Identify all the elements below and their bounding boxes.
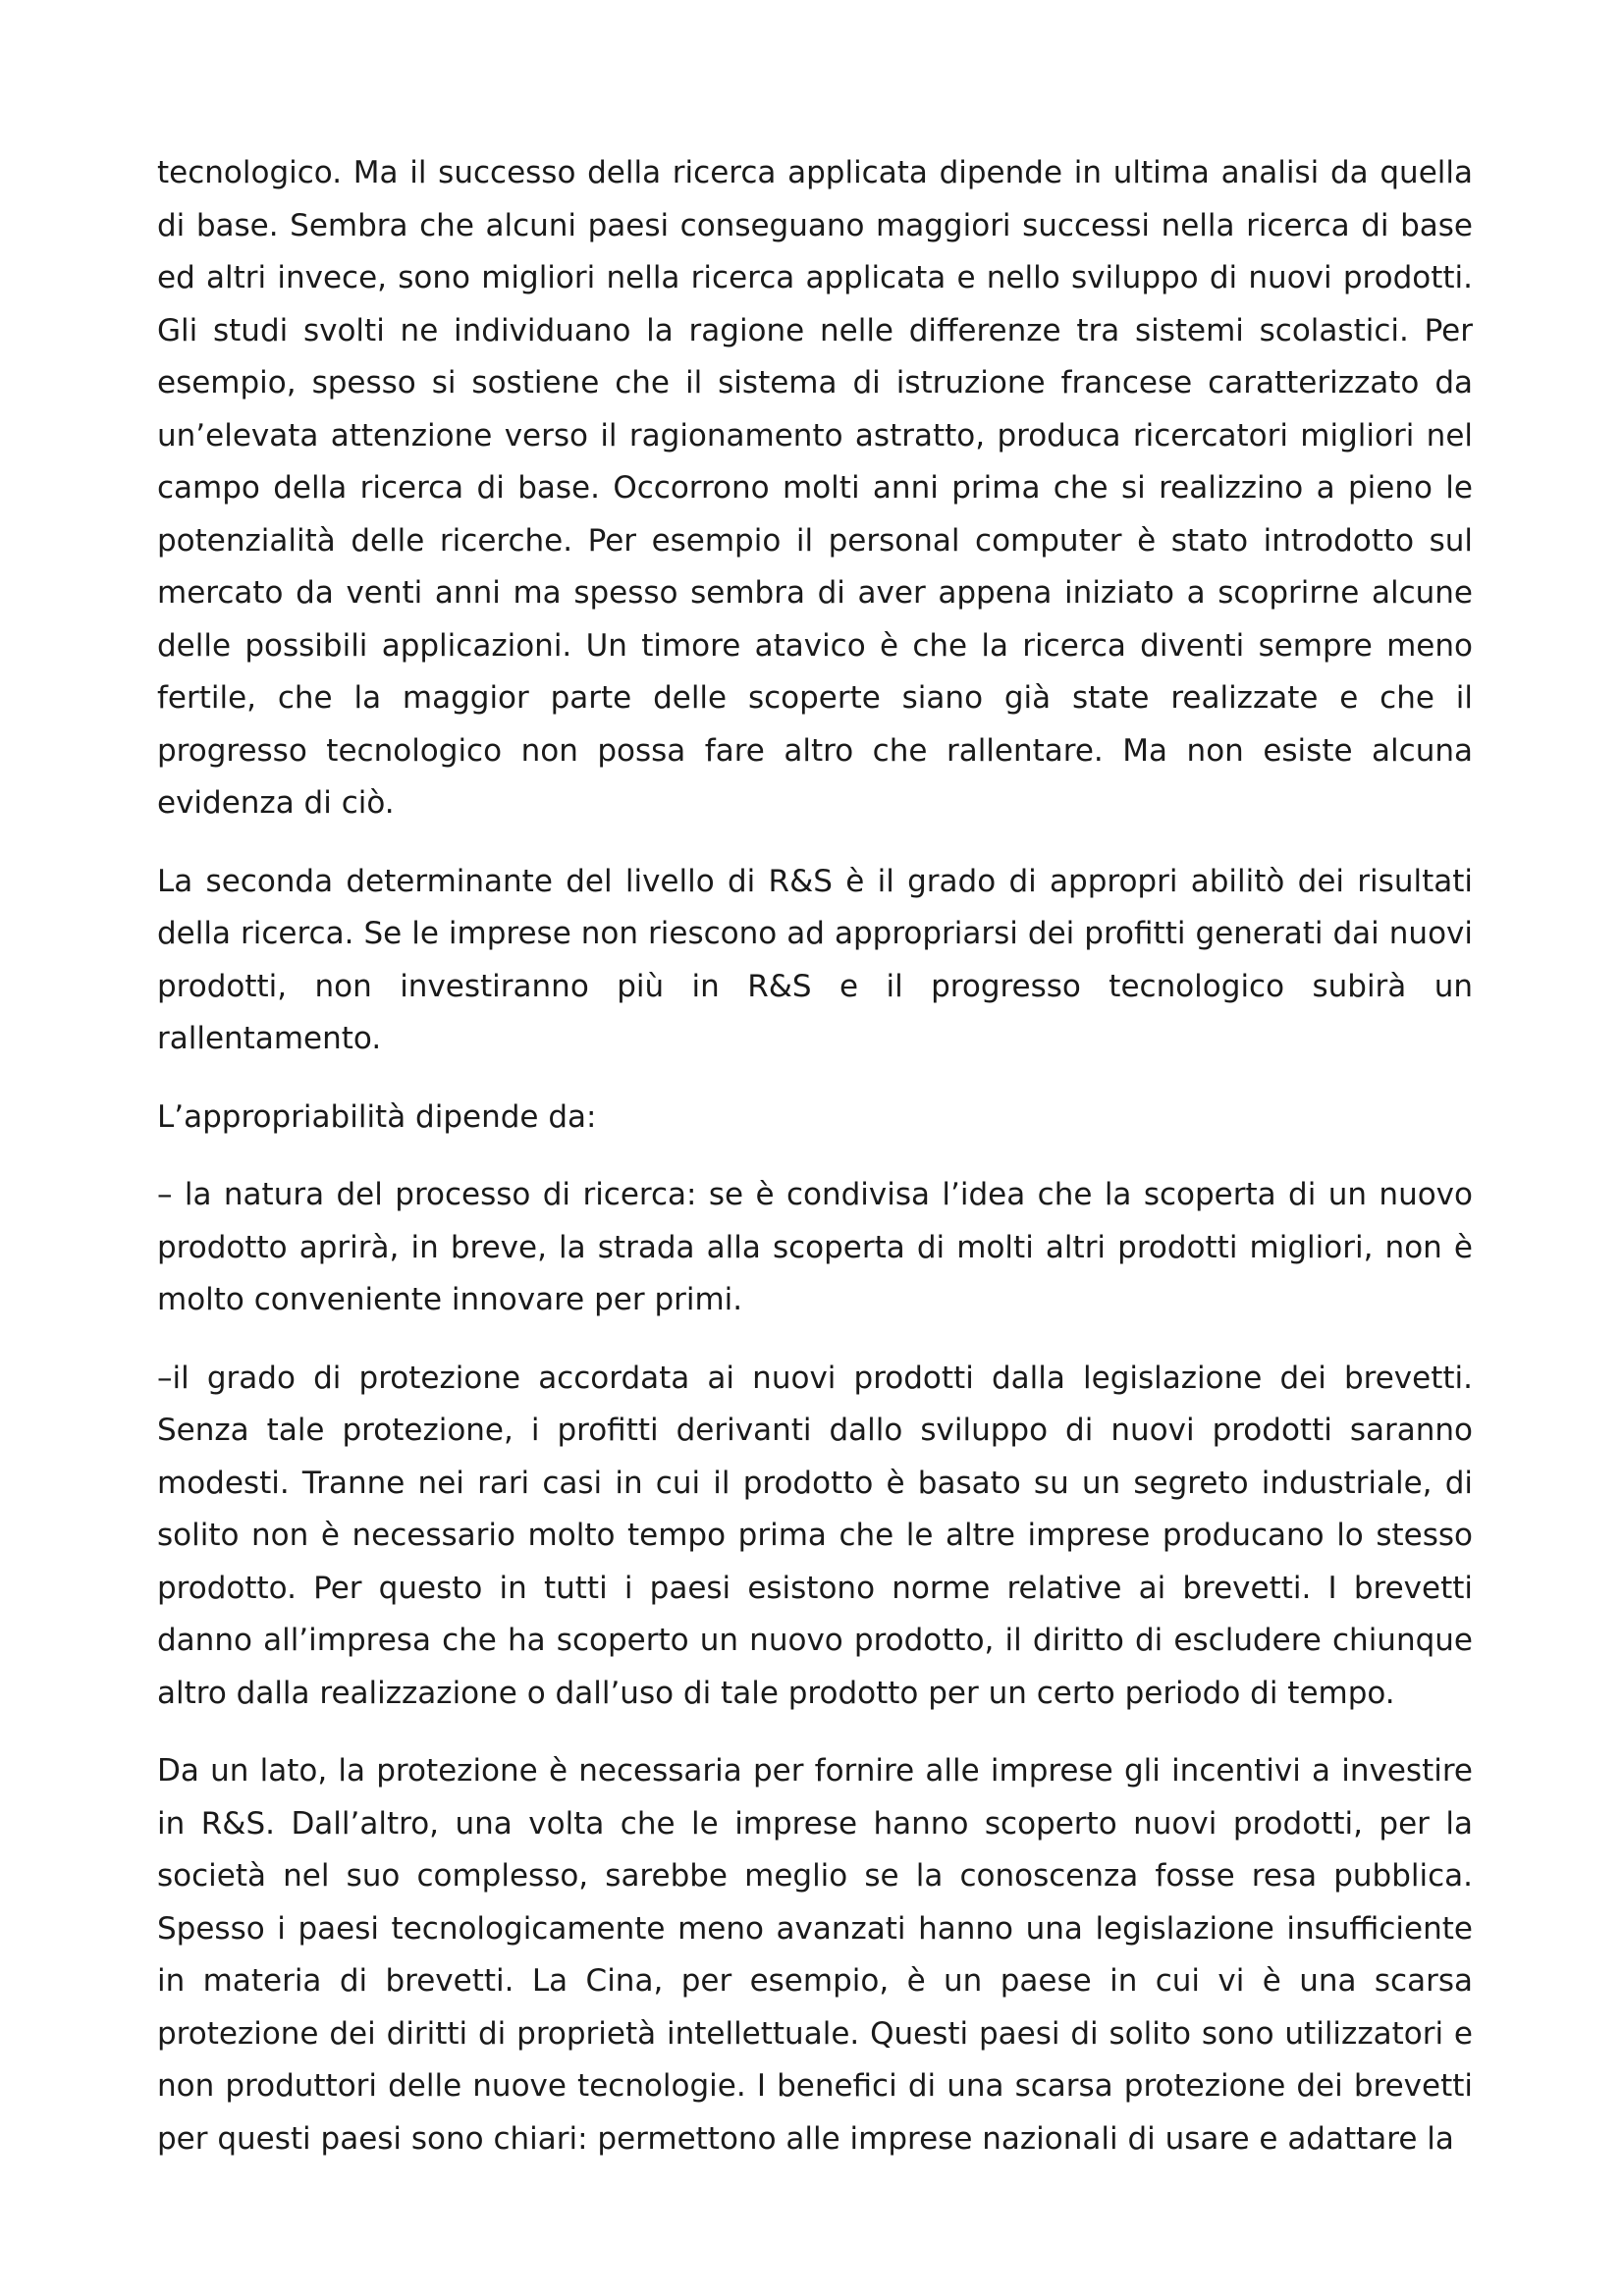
paragraph-appropriability-intro: L’appropriabilità dipende da: [157,1098,597,1135]
paragraph-basic-research: tecnologico. Ma il successo della ricerca applicata dipende in ultima analisi da quella di base. Sembra che alcuni paesi conseguano maggiori successi nella ricerca di base ed altri invece, sono migliori nella ricerca applicata e nello sviluppo di nuovi prodotti. Gli studi svolti ne individuano la ragione nelle differenze tra sistemi scolastici. Per esempio, spesso si sostiene che il sistema di istruzione francese caratterizzato da un’elevata attenzione verso il ragionamento astratto, produca ricercatori migliori nel campo della ricerca di base. Occorrono molti anni prima che si realizzino a pieno le potenzialità delle ricerche. Per esempio il personal computer è stato introdotto sul mercato da venti anni ma spesso sembra di aver appena iniziato a scoprirne alcune delle possibili applicazioni. Un timore atavico è che la ricerca diventi sempre meno fertile, che la maggior parte delle scoperte siano già state realizzate e che il progresso tecnologico non possa fare altro che rallentare. Ma non esiste alcuna evidenza di ciò. [157,155,1473,821]
paragraph-appropriability: La seconda determinante del livello di R&S è il grado di appropri abilitò dei risultati della ricerca. Se le imprese non riescono ad appropriarsi dei profitti generati dai nuovi prodotti, non investiranno più in R&S e il progresso tecnologico subirà un rallentamento. [157,863,1473,1056]
document-body [157,147,1473,2191]
paragraph-research-nature: – la natura del processo di ricerca: se è condivisa l’idea che la scoperta di un nuovo prodotto aprirà, in breve, la strada alla scoperta di molti altri prodotti migliori, non è molto conveniente innovare per primi. [157,1177,1473,1317]
paragraph-protection-tradeoff: Da un lato, la protezione è necessaria per fornire alle imprese gli incentivi a investire in R&S. Dall’altro, una volta che le imprese hanno scoperto nuovi prodotti, per la società nel suo complesso, sarebbe meglio se la conoscenza fosse resa pubblica. Spesso i paesi tecnologicamente meno avanzati hanno una legislazione insufficiente in materia di brevetti. La Cina, per esempio, è un paese in cui vi è una scarsa protezione dei diritti di proprietà intellettuale. Questi paesi di solito sono utilizzatori e non produttori delle nuove tecnologie. I benefici di una scarsa protezione dei brevetti per questi paesi sono chiari: permettono alle imprese nazionali di usare e adattare la [157,1753,1473,2157]
paragraph-patent-protection: –il grado di protezione accordata ai nuovi prodotti dalla legislazione dei brevetti. Senza tale protezione, i profitti derivanti dallo sviluppo di nuovi prodotti saranno modesti. Tranne nei rari casi in cui il prodotto è basato su un segreto industriale, di solito non è necessario molto tempo prima che le altre imprese producano lo stesso prodotto. Per questo in tutti i paesi esistono norme relative ai brevetti. I brevetti danno all’impresa che ha scoperto un nuovo prodotto, il diritto di escludere chiunque altro dalla realizzazione o dall’uso di tale prodotto per un certo periodo di tempo. [157,1360,1473,1711]
